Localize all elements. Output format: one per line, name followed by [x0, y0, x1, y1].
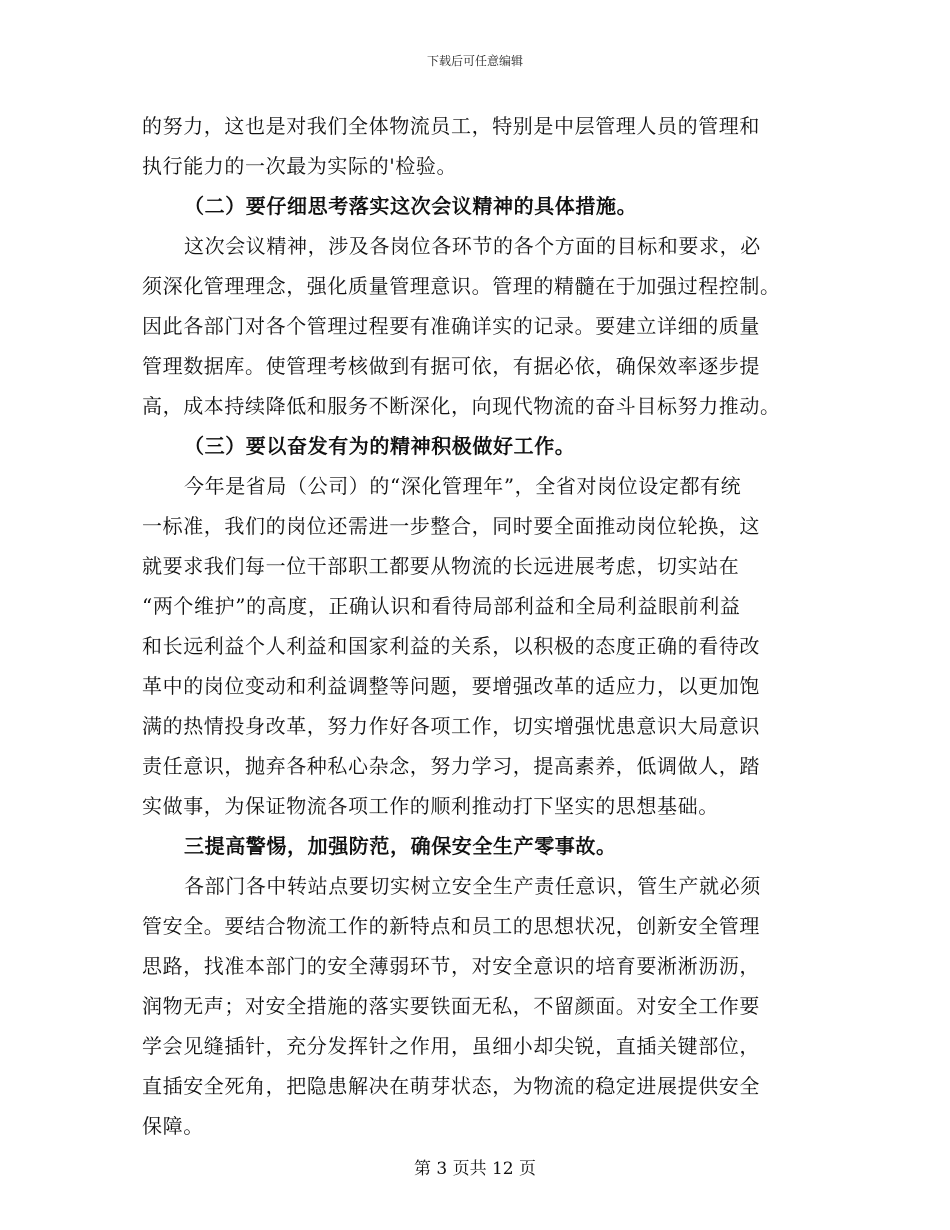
- section-heading: （二）要仔细思考落实这次会议精神的具体措施。: [184, 194, 638, 218]
- paragraph-line: 各部门各中转站点要切实树立安全生产责任意识，管生产就必须: [184, 874, 761, 898]
- paragraph-line: 就要求我们每一位干部职工都要从物流的长远进展考虑，切实站在: [142, 554, 740, 578]
- paragraph-line: 学会见缝插针，充分发挥针之作用，虽细小却尖锐，直插关键部位，: [142, 1034, 760, 1058]
- paragraph-line: 润物无声；对安全措施的落实要铁面无私，不留颜面。对安全工作要: [142, 994, 760, 1018]
- paragraph-line: 责任意识，抛弃各种私心杂念，努力学习，提高素养，低调做人，踏: [142, 754, 760, 778]
- section-heading: （三）要以奋发有为的精神积极做好工作。: [184, 434, 576, 458]
- paragraph-line: 高，成本持续降低和服务不断深化，向现代物流的奋斗目标努力推动。: [142, 394, 781, 418]
- paragraph-line: 执行能力的一次最为实际的'检验。: [142, 154, 458, 178]
- paragraph-line: 管理数据库。使管理考核做到有据可依，有据必依，确保效率逐步提: [142, 354, 760, 378]
- paragraph-line: 直插安全死角，把隐患解决在萌芽状态，为物流的稳定进展提供安全: [142, 1074, 760, 1098]
- paragraph-line: 实做事，为保证物流各项工作的顺利推动打下坚实的思想基础。: [142, 794, 719, 818]
- paragraph-line: “两个维护”的高度，正确认识和看待局部利益和全局利益眼前利益: [142, 594, 741, 618]
- section-heading: 三提高警惕，加强防范，确保安全生产零事故。: [184, 834, 617, 858]
- paragraph-line: 一标准，我们的岗位还需进一步整合，同时要全面推动岗位轮换，这: [142, 514, 760, 538]
- paragraph-line: 的努力，这也是对我们全体物流员工，特别是中层管理人员的管理和: [142, 114, 760, 138]
- page-number: 第 3 页共 12 页: [413, 1159, 537, 1179]
- document-body: [142, 106, 817, 1146]
- paragraph-line: 管安全。要结合物流工作的新特点和员工的思想状况，创新安全管理: [142, 914, 760, 938]
- paragraph-line: 今年是省局（公司）的“深化管理年”，全省对岗位设定都有统: [184, 474, 742, 498]
- paragraph-line: 革中的岗位变动和利益调整等问题，要增强改革的适应力，以更加饱: [142, 674, 760, 698]
- paragraph-line: 因此各部门对各个管理过程要有准确详实的记录。要建立详细的质量: [142, 314, 760, 338]
- page-header: 下载后可任意编辑: [426, 54, 523, 68]
- paragraph-line: 须深化管理理念，强化质量管理意识。管理的精髓在于加强过程控制。: [142, 274, 781, 298]
- paragraph-line: 满的热情投身改革，努力作好各项工作，切实增强忧患意识大局意识: [142, 714, 760, 738]
- paragraph-line: 和长远利益个人利益和国家利益的关系，以积极的态度正确的看待改: [142, 634, 760, 658]
- paragraph-line: 保障。: [142, 1114, 204, 1138]
- paragraph-line: 这次会议精神，涉及各岗位各环节的各个方面的目标和要求，必: [184, 234, 761, 258]
- paragraph-line: 思路，找准本部门的安全薄弱环节，对安全意识的培育要淅淅沥沥，: [142, 954, 760, 978]
